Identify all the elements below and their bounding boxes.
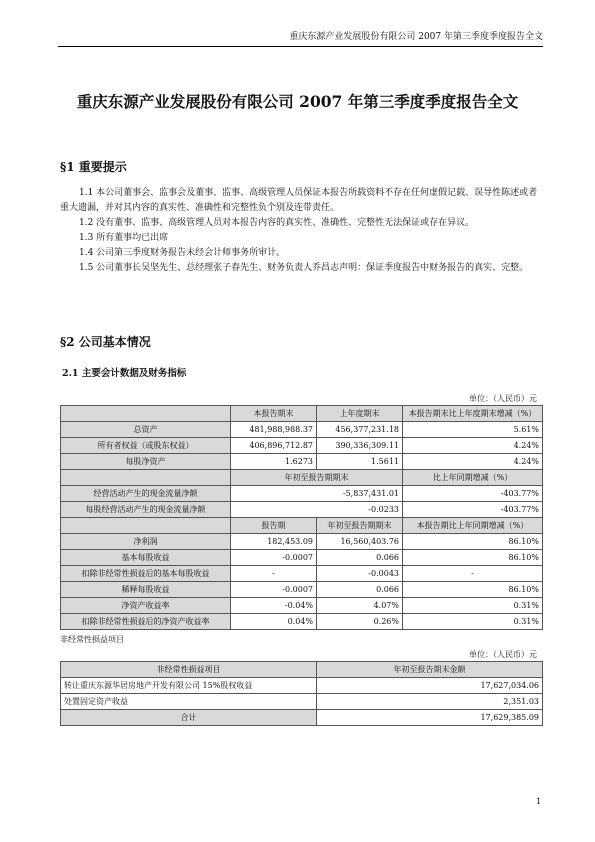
row-label: 所有者权益（或股东权益） xyxy=(61,438,231,454)
row-label: 净利润 xyxy=(61,534,231,550)
table-cell: 上年度期末 xyxy=(317,406,403,422)
table-cell: -403.77% xyxy=(403,502,543,518)
table-row xyxy=(61,422,543,438)
table-row xyxy=(61,502,543,518)
table-cell: 报告期 xyxy=(231,518,317,534)
table-cell: 0.066 xyxy=(317,582,403,598)
row-label: 扣除非经常性损益后的净资产收益率 xyxy=(61,614,231,630)
table-cell: -0.0043 xyxy=(317,566,403,582)
table-cell: 2,351.03 xyxy=(317,694,543,710)
nonrecurring-items-table xyxy=(60,661,543,726)
item-1-1: 1.1 本公司董事会、监事会及董事、监事、高级管理人员保证本报告所载资料不存在任何虚假记载、误导性陈述或者重大遗漏，并对其内容的真实性、准确性和完整性负个别及连带责任。 xyxy=(60,188,538,213)
item-1-4: 1.4 公司第三季度财务报告未经会计师事务所审计。 xyxy=(79,248,286,258)
row-label: 稀释每股收益 xyxy=(61,582,231,598)
table-cell: - xyxy=(231,566,317,582)
table-row xyxy=(61,678,543,694)
table-cell: 86.10% xyxy=(403,550,543,566)
table-cell: 年初至报告期期末 xyxy=(317,518,403,534)
table-cell: 5.61% xyxy=(403,422,543,438)
table-cell: 182,453.09 xyxy=(231,534,317,550)
table-row xyxy=(61,598,543,614)
table-cell: 0.066 xyxy=(317,550,403,566)
table-cell: 17,627,034.06 xyxy=(317,678,543,694)
section1-body xyxy=(60,186,542,276)
table-header-row xyxy=(61,406,543,422)
unit-label-2: 单位：（人民币）元 xyxy=(469,650,537,659)
table-cell: -0.0007 xyxy=(231,582,317,598)
row-label: 总资产 xyxy=(61,422,231,438)
table-cell: 0.31% xyxy=(403,614,543,630)
table-row xyxy=(61,454,543,470)
table-row xyxy=(61,566,543,582)
table-header-row xyxy=(61,470,543,486)
table-cell: -5,837,431.01 xyxy=(231,486,403,502)
table-cell: 4.24% xyxy=(403,454,543,470)
table-cell: 年初至报告期期末 xyxy=(231,470,403,486)
table-cell xyxy=(61,518,231,534)
page-number: 1 xyxy=(536,797,542,806)
table-cell: 年初至报告期末金额 xyxy=(317,662,543,678)
table-cell: -0.0233 xyxy=(231,502,403,518)
subsection-2-1: 2.1 主要会计数据及财务指标 xyxy=(62,368,187,379)
row-label: 净资产收益率 xyxy=(61,598,231,614)
table-cell: -0.04% xyxy=(231,598,317,614)
table-cell: 0.31% xyxy=(403,598,543,614)
table-cell: -403.77% xyxy=(403,486,543,502)
row-label: 扣除非经常性损益后的基本每股收益 xyxy=(61,566,231,582)
table-cell: 1.6273 xyxy=(231,454,317,470)
table-row xyxy=(61,486,543,502)
table-cell: 处置固定资产收益 xyxy=(61,694,317,710)
table-cell: 1.5611 xyxy=(317,454,403,470)
table-cell: -0.0007 xyxy=(231,550,317,566)
table-cell: 比上年同期增减（%） xyxy=(403,470,543,486)
table-cell: 0.26% xyxy=(317,614,403,630)
table-cell xyxy=(61,406,231,422)
row-label: 经营活动产生的现金流量净额 xyxy=(61,486,231,502)
table-cell: 0.04% xyxy=(231,614,317,630)
table-row xyxy=(61,438,543,454)
table-cell: 转让重庆东源华居房地产开发有限公司 15%股权收益 xyxy=(61,678,317,694)
unit-label: 单位：（人民币）元 xyxy=(469,394,537,403)
table-row xyxy=(61,534,543,550)
table-row xyxy=(61,710,543,726)
table-row xyxy=(61,550,543,566)
row-label: 基本每股收益 xyxy=(61,550,231,566)
table-row xyxy=(61,614,543,630)
table-cell: 本报告期末 xyxy=(231,406,317,422)
table-cell: 481,988,988.37 xyxy=(231,422,317,438)
item-1-2: 1.2 没有董事、监事、高级管理人员对本报告内容的真实性、准确性、完整性无法保证或存在异议。 xyxy=(79,218,475,228)
page-header: 重庆东源产业发展股份有限公司 2007 年第三季度季度报告全文 xyxy=(58,30,543,47)
table-header-row xyxy=(61,662,543,678)
table-cell: 4.24% xyxy=(403,438,543,454)
table-cell: 406,896,712.87 xyxy=(231,438,317,454)
table-cell: 17,629,385.09 xyxy=(317,710,543,726)
table-header-row xyxy=(61,518,543,534)
nonrecurring-note: 非经常性损益项目 xyxy=(60,635,124,644)
table-cell: 4.07% xyxy=(317,598,403,614)
section2-heading: §2 公司基本情况 xyxy=(60,335,151,349)
item-1-3: 1.3 所有董事均已出席 xyxy=(79,233,169,243)
document-title: 重庆东源产业发展股份有限公司 2007 年第三季度季度报告全文 xyxy=(76,92,519,111)
total-label: 合计 xyxy=(61,710,317,726)
table-cell: 本报告期比上年同期增减（%） xyxy=(403,518,543,534)
item-1-5: 1.5 公司董事长吴坚先生、总经理张子春先生、财务负责人乔昌志声明：保证季度报告中财务报告的真实、完整。 xyxy=(79,263,529,273)
table-cell xyxy=(61,470,231,486)
table-cell: 86.10% xyxy=(403,534,543,550)
row-label: 每股经营活动产生的现金流量净额 xyxy=(61,502,231,518)
row-label: 每股净资产 xyxy=(61,454,231,470)
table-cell: 非经常性损益项目 xyxy=(61,662,317,678)
table-cell: 86.10% xyxy=(403,582,543,598)
section1-heading: §1 重要提示 xyxy=(60,160,127,174)
table-cell: - xyxy=(403,566,543,582)
table-row xyxy=(61,694,543,710)
table-cell: 390,336,309.11 xyxy=(317,438,403,454)
table-cell: 16,560,403.76 xyxy=(317,534,403,550)
financial-indicators-table xyxy=(60,405,543,630)
table-row xyxy=(61,582,543,598)
table-cell: 本报告期末比上年度期末增减（%） xyxy=(403,406,543,422)
table-cell: 456,377,231.18 xyxy=(317,422,403,438)
